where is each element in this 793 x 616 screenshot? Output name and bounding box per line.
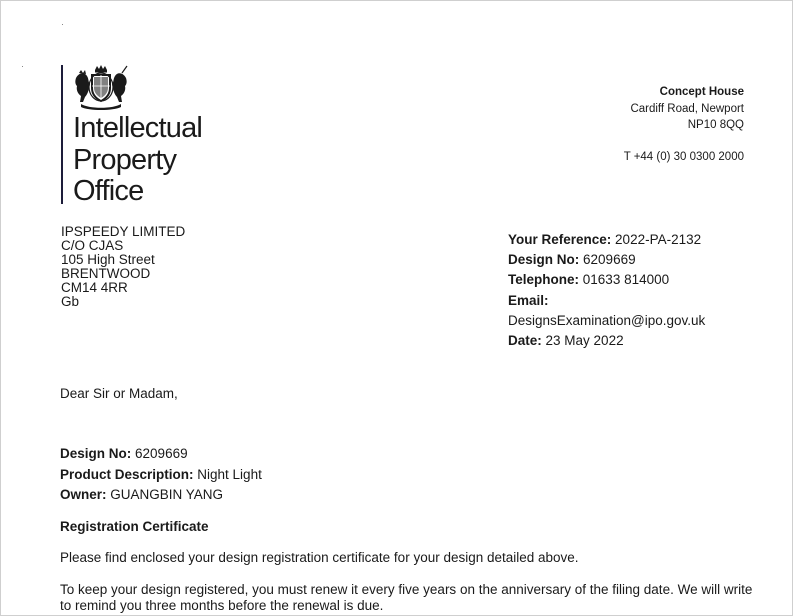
email-label: Email: [508, 292, 549, 308]
your-reference-label: Your Reference: [508, 232, 612, 247]
recipient-address [61, 225, 185, 309]
recipient-line: Gb [61, 294, 80, 309]
email-value: DesignsExamination@ipo.gov.uk [508, 312, 706, 328]
date-row [508, 331, 705, 351]
body-paragraph: Please find enclosed your design registration certificate for your design detailed above. [60, 550, 579, 565]
ref-design-no-value: 6209669 [583, 252, 636, 268]
product-description-label: Product Description: [60, 466, 194, 482]
product-description-value: Night Light [197, 466, 262, 482]
wordmark-line: Office [73, 175, 144, 207]
product-description-row [60, 465, 262, 486]
owner-value: GUANGBIN YANG [110, 487, 224, 502]
reference-block [508, 230, 705, 351]
telephone-value: 01633 814000 [582, 272, 670, 288]
section-heading: Registration Certificate [60, 519, 209, 534]
telephone-row [508, 270, 705, 290]
sender-name: Concept House [659, 86, 744, 98]
sender-postcode: NP10 8QQ [687, 119, 744, 131]
recipient-line: IPSPEEDY LIMITED [61, 224, 186, 239]
design-info-block [60, 444, 262, 506]
telephone-label: Telephone: [508, 272, 580, 288]
sender-address [624, 84, 744, 165]
design-no-value: 6209669 [135, 446, 188, 461]
recipient-line: 105 High Street [61, 252, 155, 267]
owner-label: Owner: [60, 487, 107, 502]
recipient-line: CM14 4RR [61, 280, 128, 295]
design-no-row [60, 444, 262, 465]
sender-street: Cardiff Road, Newport [630, 102, 744, 115]
wordmark-line: Intellectual [73, 112, 203, 144]
sender-phone: T +44 (0) 30 0300 2000 [623, 150, 744, 163]
salutation: Dear Sir or Madam, [60, 386, 178, 401]
ref-design-no-label: Design No: [508, 252, 580, 268]
date-value: 23 May 2022 [545, 333, 624, 349]
scan-speck [22, 66, 23, 67]
logo-divider-bar [61, 65, 63, 204]
recipient-line: BRENTWOOD [61, 266, 151, 281]
email-value-row [508, 311, 705, 331]
scan-speck [62, 24, 63, 25]
your-reference-value: 2022-PA-2132 [615, 232, 702, 247]
date-label: Date: [508, 333, 542, 349]
your-reference-row [508, 230, 705, 250]
owner-row [60, 485, 262, 506]
email-label-row [508, 291, 705, 311]
ipo-wordmark [73, 113, 202, 208]
recipient-line: C/O CJAS [61, 238, 124, 253]
wordmark-line: Property [73, 143, 177, 176]
ref-design-no-row [508, 250, 705, 270]
body-paragraph: To keep your design registered, you must renew it every five years on the anniversary of the filing date. We will write to remind you three months before the renewal is due. [60, 582, 753, 613]
design-no-label: Design No: [60, 446, 132, 461]
royal-coat-of-arms-icon [73, 64, 129, 110]
